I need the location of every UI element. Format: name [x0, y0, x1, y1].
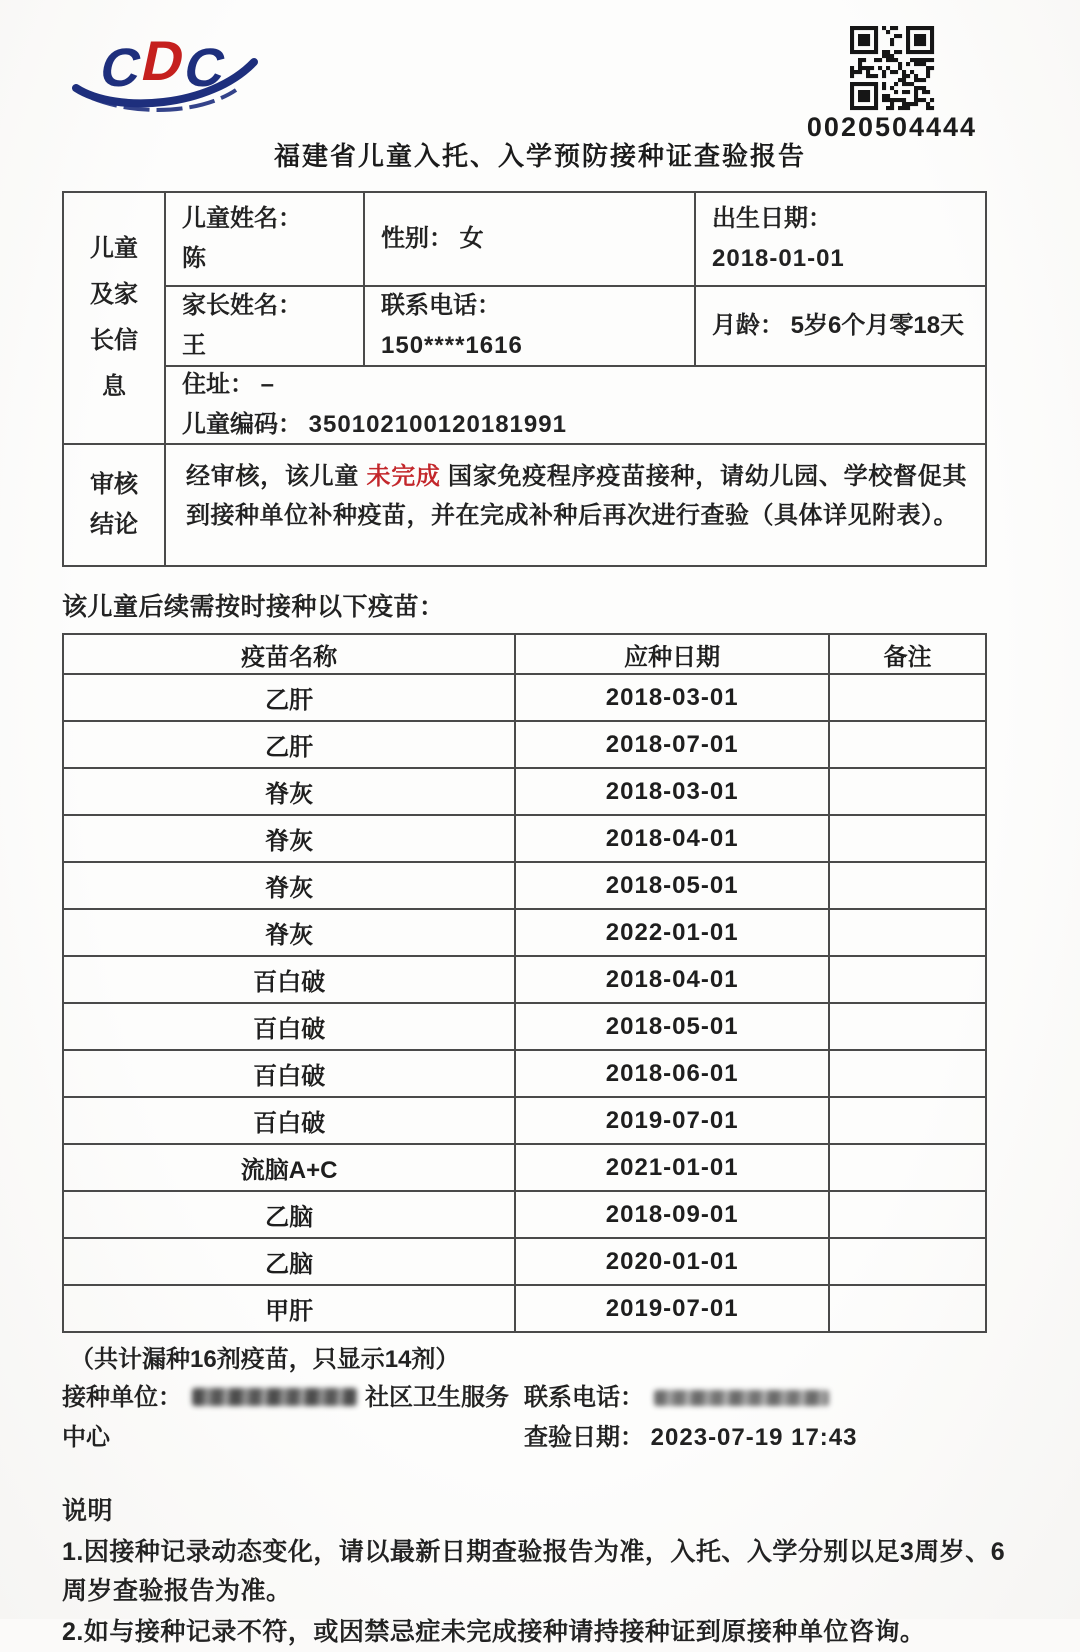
info-section-label: 儿童及家长信息 [64, 193, 166, 445]
contact-and-date [524, 1378, 1002, 1458]
schedule-summary: （共计漏种16剂疫苗，只显示14剂） [70, 1346, 460, 1373]
note-cell [829, 909, 986, 956]
age-label: 月龄： [712, 312, 784, 339]
parent-name-value: 王 [182, 332, 206, 359]
vaccine-row [63, 815, 986, 862]
note-cell [829, 1285, 986, 1332]
vaccine-row [63, 1285, 986, 1332]
report-header [0, 0, 1080, 142]
gender-value: 女 [459, 225, 484, 252]
vaccine-name-cell: 脊灰 [63, 862, 515, 909]
child-code-value: 350102100120181991 [308, 411, 567, 438]
vaccine-name-cell: 乙肝 [63, 674, 515, 721]
vaccine-row [63, 1097, 986, 1144]
redacted-phone [654, 1390, 829, 1406]
vaccine-row [63, 1238, 986, 1285]
vaccine-name-cell: 百白破 [63, 1003, 515, 1050]
vaccine-table [62, 633, 987, 1333]
note-cell [829, 768, 986, 815]
due-date-cell: 2018-05-01 [515, 862, 829, 909]
conclusion-text-cell [166, 445, 987, 565]
schedule-intro: 该儿童后续需按时接种以下疫苗： [62, 593, 445, 621]
note-item-2: 2.如与接种记录不符，或因禁忌症未完成接种请持接种证到原接种单位咨询。 [62, 1618, 926, 1646]
note-cell [829, 721, 986, 768]
child-name-value: 陈 [182, 245, 206, 272]
vaccine-row [63, 721, 986, 768]
address-code-cell [166, 367, 987, 445]
birth-date-value: 2018-01-01 [712, 245, 845, 272]
child-info-table [62, 191, 987, 567]
address-label: 住址： [182, 371, 254, 398]
col-due-date: 应种日期 [515, 634, 829, 674]
note-cell [829, 1238, 986, 1285]
note-cell [829, 1191, 986, 1238]
note-cell [829, 674, 986, 721]
vaccine-name-cell: 乙肝 [63, 721, 515, 768]
due-date-cell: 2020-01-01 [515, 1238, 829, 1285]
vaccine-name-cell: 甲肝 [63, 1285, 515, 1332]
note-cell [829, 1144, 986, 1191]
cdc-logo [58, 28, 268, 124]
due-date-cell: 2021-01-01 [515, 1144, 829, 1191]
vaccine-row [63, 674, 986, 721]
parent-name-cell [166, 287, 365, 367]
due-date-cell: 2018-03-01 [515, 674, 829, 721]
contact-label: 联系电话： [524, 1384, 644, 1411]
parent-name-label: 家长姓名： [182, 292, 302, 319]
vaccine-name-cell: 脊灰 [63, 815, 515, 862]
unit-label: 接种单位： [62, 1384, 182, 1411]
vaccine-row [63, 862, 986, 909]
due-date-cell: 2018-09-01 [515, 1191, 829, 1238]
due-date-cell: 2018-05-01 [515, 1003, 829, 1050]
conclusion-highlight: 未完成 [366, 463, 441, 490]
age-value: 5岁6个月零18天 [790, 312, 965, 339]
vaccine-name-cell: 乙脑 [63, 1238, 515, 1285]
conclusion-text-after: 国家免疫程序疫苗接种，请幼儿园、学校督促其到接种单位补种疫苗，并在完成补种后再次进行查验（具体详见附表）。 [186, 463, 968, 529]
due-date-cell: 2019-07-01 [515, 1097, 829, 1144]
note-cell [829, 862, 986, 909]
vaccine-row [63, 1191, 986, 1238]
note-cell [829, 956, 986, 1003]
vaccine-row [63, 956, 986, 1003]
due-date-cell: 2018-04-01 [515, 815, 829, 862]
child-name-cell [166, 193, 365, 287]
redacted-unit-name [192, 1388, 357, 1406]
vaccine-table-body [63, 674, 986, 1332]
gender-label: 性别： [381, 225, 453, 252]
due-date-cell: 2022-01-01 [515, 909, 829, 956]
unit-info-block [62, 1378, 1002, 1458]
vaccine-name-cell: 百白破 [63, 1050, 515, 1097]
col-vaccine-name: 疫苗名称 [63, 634, 515, 674]
note-cell [829, 1050, 986, 1097]
due-date-cell: 2019-07-01 [515, 1285, 829, 1332]
col-note: 备注 [829, 634, 986, 674]
gender-cell [365, 193, 696, 287]
qr-serial-number: 0020504444 [806, 112, 978, 142]
report-title: 福建省儿童入托、入学预防接种证查验报告 [273, 141, 806, 171]
birth-date-cell [696, 193, 987, 287]
phone-label: 联系电话： [381, 292, 501, 319]
vaccination-unit [62, 1378, 524, 1458]
notes-title: 说明 [62, 1497, 114, 1525]
due-date-cell: 2018-03-01 [515, 768, 829, 815]
vaccine-row [63, 768, 986, 815]
vaccine-row [63, 1050, 986, 1097]
conclusion-text-before: 经审核，该儿童 [186, 463, 367, 490]
child-name-label: 儿童姓名： [182, 205, 302, 232]
note-cell [829, 1097, 986, 1144]
due-date-cell: 2018-04-01 [515, 956, 829, 1003]
note-item-1: 1.因接种记录动态变化，请以最新日期查验报告为准，入托、入学分别以足3周岁、6周岁查验报告为准。 [62, 1538, 1006, 1605]
phone-cell [365, 287, 696, 367]
check-date-value: 2023-07-19 17:43 [650, 1424, 858, 1451]
check-date-label: 查验日期： [524, 1424, 644, 1451]
phone-value: 150****1616 [381, 332, 523, 359]
svg-text:D: D [136, 29, 191, 92]
vaccine-name-cell: 百白破 [63, 956, 515, 1003]
vaccine-table-header-row [63, 634, 986, 674]
age-cell [696, 287, 987, 367]
conclusion-section-label: 审核结论 [64, 445, 166, 565]
unit-visible-text: 社区卫生服务中心 [62, 1384, 509, 1451]
note-cell [829, 815, 986, 862]
vaccine-name-cell: 脊灰 [63, 909, 515, 956]
svg-text:C: C [179, 37, 231, 98]
vaccine-name-cell: 百白破 [63, 1097, 515, 1144]
vaccine-row [63, 909, 986, 956]
vaccine-name-cell: 流脑A+C [63, 1144, 515, 1191]
child-code-label: 儿童编码： [182, 411, 302, 438]
due-date-cell: 2018-07-01 [515, 721, 829, 768]
address-value: – [260, 371, 275, 398]
svg-text:C: C [95, 37, 147, 98]
vaccine-name-cell: 乙脑 [63, 1191, 515, 1238]
vaccine-row [63, 1144, 986, 1191]
vaccine-row [63, 1003, 986, 1050]
qr-code [842, 26, 942, 110]
note-cell [829, 1003, 986, 1050]
notes-section [62, 1492, 1022, 1652]
qr-block [796, 26, 988, 143]
birth-date-label: 出生日期： [712, 205, 832, 232]
vaccine-name-cell: 脊灰 [63, 768, 515, 815]
due-date-cell: 2018-06-01 [515, 1050, 829, 1097]
